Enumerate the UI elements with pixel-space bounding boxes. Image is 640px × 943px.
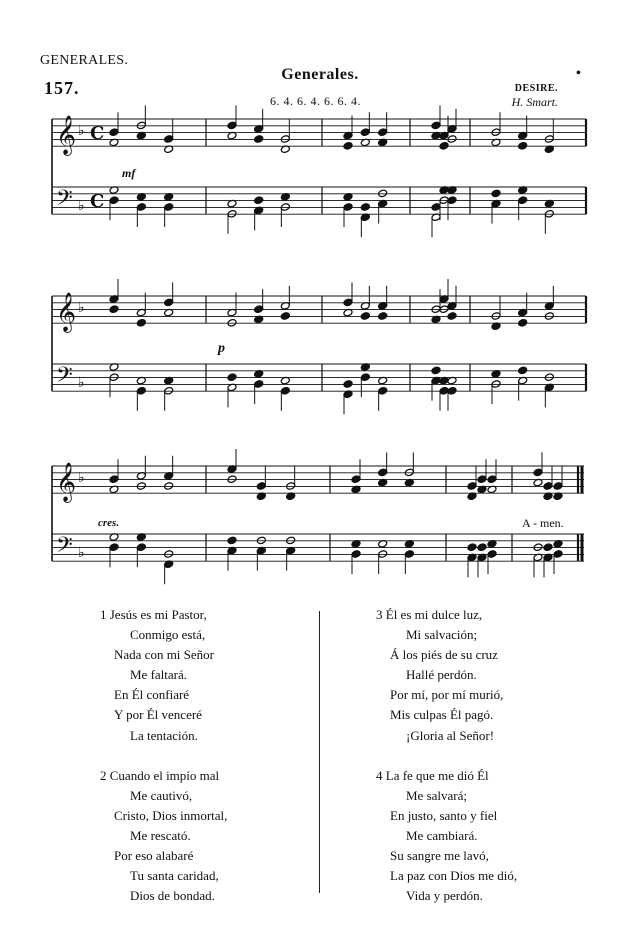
note-head: [227, 373, 237, 382]
note-head: [518, 366, 528, 375]
verse-line: Cristo, Dios inmortal,: [114, 807, 228, 823]
note-head: [553, 550, 563, 559]
verse-line: Me cautivó,: [130, 787, 193, 803]
verse-line: Su sangre me lavó,: [390, 848, 489, 864]
note-head: [431, 121, 441, 130]
note-head: [553, 482, 563, 491]
note-head: [136, 203, 146, 212]
verse-number: 2: [100, 767, 107, 783]
dynamic-p: p: [218, 341, 225, 356]
verse-line: Hallé perdón.: [406, 667, 477, 683]
note-head: [518, 319, 528, 328]
verse-line: La paz con Dios me dió,: [390, 868, 518, 884]
verse-number: 3: [376, 607, 383, 622]
verse-line: Mi salvación;: [406, 627, 478, 643]
note-head: [164, 203, 174, 212]
verse-line: Él es mi dulce luz,: [385, 607, 483, 622]
verse-line: Me faltará.: [130, 667, 188, 683]
dynamic-mf: mf: [122, 166, 136, 180]
note-head: [280, 312, 290, 321]
verse-line: Me rescató.: [130, 827, 191, 843]
hymn-number: 157.: [44, 78, 80, 98]
note-head: [227, 536, 237, 545]
note-head: [378, 387, 388, 396]
verse-line: Cuando el impío mal: [109, 767, 220, 783]
verse-line: Me salvará;: [406, 787, 468, 803]
decorative-dot: •: [576, 66, 581, 81]
flat-key-signature-icon: ♭: [78, 470, 85, 486]
verse-line: Jesús es mi Pastor,: [109, 607, 207, 622]
verse-line: Conmigo está,: [130, 627, 206, 643]
note-head: [351, 550, 361, 559]
verse-line: Dios de bondad.: [130, 888, 215, 904]
note-head: [378, 312, 388, 321]
common-time-icon: C: [90, 191, 105, 212]
tune-name: DESIRE.: [514, 83, 558, 94]
verse-4: [376, 766, 517, 907]
meter: 6. 4. 6. 4. 6. 6. 4.: [270, 94, 361, 108]
verse-number: 1: [100, 607, 107, 622]
note-head: [109, 128, 119, 137]
verse-line: Nada con mi Señor: [114, 647, 215, 663]
treble-clef-icon: 𝄞: [56, 292, 77, 332]
note-head: [254, 135, 264, 144]
verse-line: Vida y perdón.: [406, 888, 483, 904]
verse-line: ¡Gloria al Señor!: [406, 727, 495, 743]
note-head: [360, 128, 370, 137]
note-head: [491, 189, 501, 198]
verse-1: [100, 605, 227, 746]
dynamic-cres: cres.: [98, 517, 120, 529]
verse-line: En Él confiaré: [114, 687, 190, 703]
treble-clef-icon: 𝄞: [56, 462, 77, 502]
note-head: [280, 387, 290, 396]
note-head: [256, 482, 266, 491]
verse-3: [376, 605, 517, 746]
verse-line: Por mí, por mí murió,: [390, 687, 504, 703]
amen-lyric: A - men.: [522, 516, 564, 530]
note-head: [518, 196, 528, 205]
note-head: [360, 312, 370, 321]
treble-clef-icon: 𝄞: [56, 115, 77, 155]
note-head: [343, 203, 353, 212]
note-head: [227, 121, 237, 130]
composer: H. Smart.: [511, 95, 558, 109]
flat-key-signature-icon: ♭: [78, 300, 85, 316]
note-head: [447, 387, 457, 396]
bass-clef-icon: 𝄢: [56, 186, 73, 216]
note-head: [533, 468, 543, 477]
note-head: [467, 482, 477, 491]
verse-line: Á los piés de su cruz: [390, 647, 498, 663]
note-head: [439, 142, 449, 151]
note-head: [487, 475, 497, 484]
flat-key-signature-icon: ♭: [78, 123, 85, 139]
note-head: [254, 380, 264, 389]
bass-clef-icon: 𝄢: [56, 363, 73, 393]
note-head: [343, 298, 353, 307]
note-head: [109, 305, 119, 314]
note-head: [360, 373, 370, 382]
verse-column-right: [376, 605, 517, 926]
verse-line: Mis culpas Él pagó.: [390, 707, 494, 723]
note-head: [254, 196, 264, 205]
note-head: [447, 196, 457, 205]
note-head: [164, 298, 174, 307]
verse-line: Y por Él venceré: [114, 707, 202, 723]
bass-clef-icon: 𝄢: [56, 533, 73, 563]
verse-column-left: [100, 605, 227, 926]
verse-number: 4: [376, 767, 383, 783]
verse-line: Me cambiará.: [406, 827, 478, 843]
note-head: [404, 550, 414, 559]
note-head: [343, 380, 353, 389]
note-head: [477, 475, 487, 484]
note-head: [378, 468, 388, 477]
note-head: [431, 203, 441, 212]
note-head: [109, 543, 119, 552]
hymn-title: Generales.: [281, 66, 359, 83]
verse-line: En justo, santo y fiel: [390, 807, 498, 823]
note-head: [447, 312, 457, 321]
note-head: [467, 543, 477, 552]
verse-line: La tentación.: [130, 727, 198, 743]
verse-line: Tu santa caridad,: [130, 868, 219, 884]
note-head: [254, 305, 264, 314]
common-time-icon: C: [90, 123, 105, 144]
section-header: GENERALES.: [40, 53, 129, 68]
flat-key-signature-icon: ♭: [78, 375, 85, 391]
note-head: [351, 475, 361, 484]
note-head: [431, 366, 441, 375]
note-head: [109, 475, 119, 484]
note-head: [360, 203, 370, 212]
note-head: [164, 135, 174, 144]
note-head: [109, 196, 119, 205]
note-head: [343, 142, 353, 151]
note-head: [543, 482, 553, 491]
verse-2: [100, 766, 227, 907]
note-head: [543, 543, 553, 552]
note-head: [518, 142, 528, 151]
note-head: [487, 550, 497, 559]
flat-key-signature-icon: ♭: [78, 545, 85, 561]
note-head: [136, 319, 146, 328]
verse-line: Por eso alabaré: [114, 848, 194, 864]
note-head: [378, 128, 388, 137]
verses: [0, 605, 640, 905]
note-head: [136, 387, 146, 396]
note-head: [136, 543, 146, 552]
flat-key-signature-icon: ♭: [78, 198, 85, 214]
note-head: [477, 543, 487, 552]
verse-line: La fe que me dió Él: [385, 767, 489, 783]
